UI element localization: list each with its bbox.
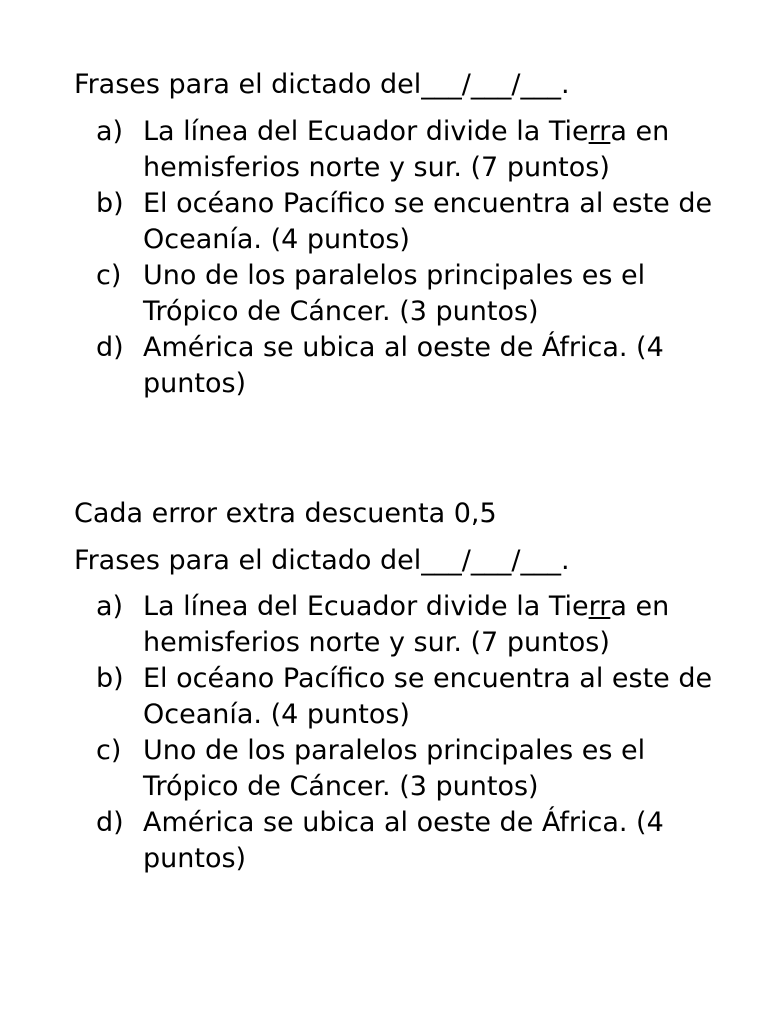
item-marker: a) [96, 591, 124, 622]
sentence-list [96, 114, 736, 402]
underlined-letters: rr [588, 116, 611, 147]
item-text [143, 114, 736, 186]
item-text: América se ubica al oeste de África. (4 puntos) [143, 807, 664, 874]
underlined-letters: rr [588, 591, 611, 622]
item-marker: d) [96, 807, 124, 838]
item-marker: b) [96, 188, 124, 219]
item-marker: a) [96, 116, 124, 147]
item-marker: c) [96, 260, 122, 291]
item-text-end: a en hemisferios norte y sur. (7 puntos) [143, 591, 670, 658]
list-item [96, 661, 736, 733]
list-item [96, 258, 736, 330]
item-text-start: La línea del Ecuador divide la Tie [143, 591, 589, 622]
item-text-start: La línea del Ecuador divide la Tie [143, 116, 589, 147]
item-text: Uno de los paralelos principales es el Trópico de Cáncer. (3 puntos) [143, 260, 646, 327]
item-text [143, 589, 736, 661]
item-marker: b) [96, 663, 124, 694]
item-text: Uno de los paralelos principales es el Trópico de Cáncer. (3 puntos) [143, 735, 646, 802]
dictation-title: Frases para el dictado del___/___/___. [74, 69, 570, 100]
error-note: Cada error extra descuenta 0,5 [74, 498, 497, 529]
item-marker: c) [96, 735, 122, 766]
item-text-end: a en hemisferios norte y sur. (7 puntos) [143, 116, 670, 183]
sentence-list [96, 589, 736, 877]
item-text: El océano Pacífico se encuentra al este de Oceanía. (4 puntos) [143, 188, 713, 255]
list-item [96, 114, 736, 186]
list-item [96, 330, 736, 402]
item-marker: d) [96, 332, 124, 363]
item-text: El océano Pacífico se encuentra al este de Oceanía. (4 puntos) [143, 663, 713, 730]
item-text: América se ubica al oeste de África. (4 puntos) [143, 332, 664, 399]
list-item [96, 186, 736, 258]
list-item [96, 733, 736, 805]
list-item [96, 805, 736, 877]
dictation-title: Frases para el dictado del___/___/___. [74, 545, 570, 576]
list-item [96, 589, 736, 661]
